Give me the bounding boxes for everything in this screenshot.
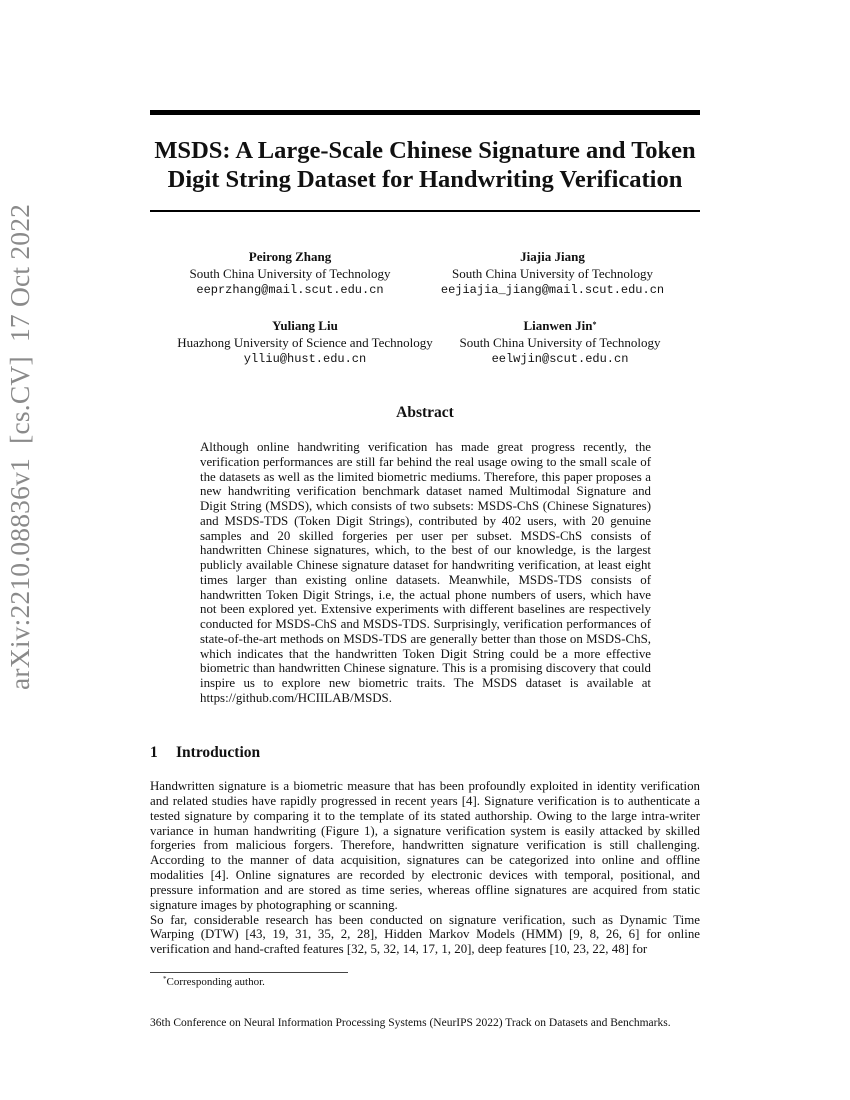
body-paragraph: Handwritten signature is a biometric measure that has been profoundly exploited in identity verification and related studies have rapidly progressed in recent years [4]. Signature verification is to authenticate a tested signature by comparing it to the template of its stated authorship. Owing to the large intra-writer variance in human handwriting (Figure 1), a signature verification system is easily attacked by skilled forgeries from malicious forgers. Therefore, handwritten signature verification is still challenging. According to the manner of data acquisition, signatures can be categorized into online and offline modalities [4]. Online signatures are recorded by electronic devices with temporal, positional, and pressure information and are stored as time series, whereas offline signatures are acquired from static signature images by photographing or scanning. (150, 779, 700, 912)
title-line-1: MSDS: A Large-Scale Chinese Signature and Token (154, 137, 696, 164)
author-email: eejiajia_jiang@mail.scut.edu.cn (440, 283, 665, 297)
footnote-rule (150, 972, 348, 973)
author-name: Peirong Zhang (248, 249, 332, 264)
author-affiliation: Huazhong University of Science and Technology (177, 334, 433, 350)
introduction-body (150, 779, 700, 957)
author-name: Yuliang Liu (272, 318, 338, 333)
section-title: Introduction (176, 744, 261, 761)
author-name-line (455, 318, 665, 335)
author-email: eelwjin@scut.edu.cn (491, 352, 629, 366)
author-block (160, 318, 450, 368)
author-email: eeprzhang@mail.scut.edu.cn (196, 283, 384, 297)
section-number: 1 (150, 744, 158, 761)
venue-footer: 36th Conference on Neural Information Processing Systems (NeurIPS 2022) Track on Datasets and Benchmarks. (150, 1017, 671, 1029)
author-email: ylliu@hust.edu.cn (243, 352, 367, 366)
author-affiliation: South China University of Technology (459, 334, 661, 350)
paper-title (150, 136, 700, 194)
author-block (455, 318, 665, 368)
author-name: Lianwen Jin (523, 318, 593, 333)
author-block (165, 249, 415, 299)
footnote-mark: * (163, 975, 167, 983)
title-bottom-rule (150, 210, 700, 212)
body-paragraph: So far, considerable research has been conducted on signature verification, such as Dynamic Time Warping (DTW) [43, 19, 31, 35, 2, 28], Hidden Markov Models (HMM) [9, 8, 26, 6] for online verification and hand-crafted features [32, 5, 32, 14, 17, 1, 20], deep features [10, 23, 22, 48] for (150, 912, 700, 957)
abstract-text: Although online handwriting verification has made great progress recently, the verification performances are still far behind the real usage owing to the small scale of the datasets as well as the limited biometric mediums. Therefore, this paper proposes a new handwriting verification benchmark dataset named Multimodal Signature and Digit String (MSDS), which consists of two subsets: MSDS-ChS (Chinese Signatures) and MSDS-TDS (Token Digit Strings), contributed by 402 users, with 20 genuine samples and 20 skilled forgeries per user per subset. MSDS-ChS consists of handwritten Chinese signatures, which, to the best of our knowledge, is the largest publicly available Chinese signature dataset for handwriting verification, at least eight times larger than existing online datasets. Meanwhile, MSDS-TDS consists of handwritten Token Digit Strings, i.e, the actual phone numbers of users, which have not been explored yet. Extensive experiments with different baselines are respectively conducted for MSDS-ChS and MSDS-TDS. Surprisingly, verification performances of state-of-the-art methods on MSDS-TDS are generally better than those on MSDS-ChS, which indicates that the handwritten Token Digit String could be a more effective biometric than handwritten Chinese signature. This is a promising discovery that could inspire us to explore new biometric traits. The MSDS dataset is available at https://github.com/HCIILAB/MSDS. (200, 440, 651, 705)
author-name: Jiajia Jiang (520, 249, 585, 264)
footnote-text: Corresponding author. (166, 976, 265, 988)
author-block (430, 249, 675, 299)
abstract-heading: Abstract (396, 404, 454, 421)
corresponding-author-mark: * (592, 320, 597, 329)
title-top-rule (150, 110, 700, 115)
arxiv-identifier-stamp: arXiv:2210.08836v1 [cs.CV] 17 Oct 2022 (4, 203, 35, 690)
author-affiliation: South China University of Technology (451, 265, 654, 281)
footnote (163, 976, 265, 988)
author-affiliation: South China University of Technology (189, 265, 391, 281)
title-line-2: Digit String Dataset for Handwriting Verification (167, 166, 683, 193)
section-heading (150, 744, 260, 762)
